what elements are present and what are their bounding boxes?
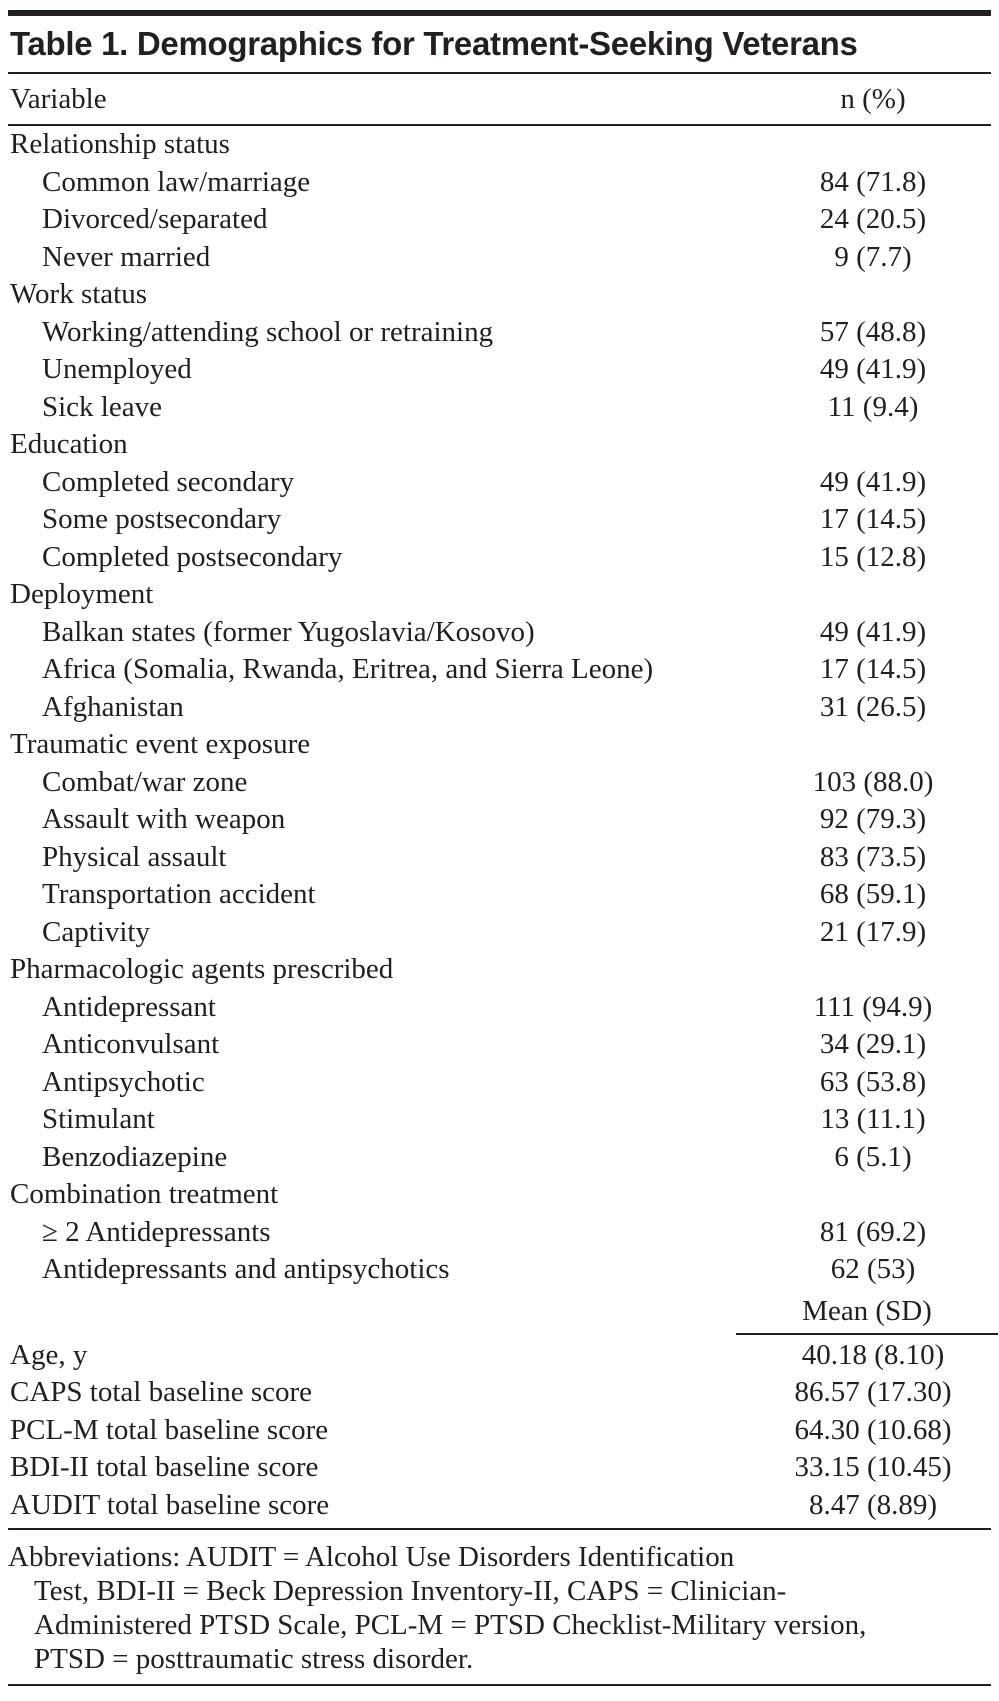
- table-row: [8, 1026, 991, 1064]
- variable-label: Stimulant: [42, 1103, 155, 1135]
- footnote-line: Abbreviations: AUDIT = Alcohol Use Disorders Identification: [8, 1541, 735, 1573]
- variable-label: Afghanistan: [42, 690, 184, 723]
- variable-label: Some postsecondary: [42, 503, 282, 535]
- mean-row: [8, 1374, 991, 1412]
- mean-row: [8, 1487, 991, 1525]
- table-title: Table 1. Demographics for Treatment-Seeking Veterans: [10, 25, 858, 62]
- category-label: Work status: [10, 278, 148, 310]
- column-header-mean-sd: Mean (SD): [736, 1289, 998, 1335]
- table-row: [8, 1101, 991, 1139]
- n-percent-value: 62 (53): [830, 1253, 916, 1285]
- footnote-line: PTSD = posttraumatic stress disorder.: [34, 1643, 474, 1675]
- n-percent-value: 63 (53.8): [819, 1065, 927, 1098]
- category-label: Combination treatment: [10, 1178, 279, 1210]
- category-row: [8, 726, 991, 764]
- variable-label: Unemployed: [42, 353, 192, 385]
- table-row: [8, 689, 991, 727]
- n-percent-value: 21 (17.9): [819, 915, 927, 948]
- variable-label: Combat/war zone: [42, 765, 248, 798]
- table-row: [8, 201, 991, 239]
- mean-sd-value: 33.15 (10.45): [794, 1451, 952, 1483]
- table-row: [8, 314, 991, 352]
- table-row: [8, 351, 991, 389]
- variable-label: Common law/marriage: [42, 165, 311, 198]
- variable-label: Physical assault: [42, 840, 227, 873]
- n-percent-value: 31 (26.5): [819, 690, 927, 723]
- variable-label: Completed secondary: [42, 465, 295, 498]
- table-row: [8, 239, 991, 277]
- category-label: Pharmacologic agents prescribed: [10, 953, 394, 985]
- measure-label: PCL-M total baseline score: [10, 1413, 329, 1446]
- table-row: [8, 876, 991, 914]
- mean-sd-value: 8.47 (8.89): [808, 1488, 938, 1521]
- footnote-line: Test, BDI-II = Beck Depression Inventory-II, CAPS = Clinician-: [34, 1575, 787, 1607]
- measure-label: AUDIT total baseline score: [10, 1488, 330, 1521]
- n-percent-value: 84 (71.8): [819, 165, 927, 198]
- n-percent-value: 49 (41.9): [819, 465, 927, 498]
- category-row: [8, 426, 991, 464]
- table-footnote: [8, 1530, 991, 1684]
- mean-sd-value: 86.57 (17.30): [794, 1376, 952, 1408]
- measure-label: Age, y: [10, 1338, 88, 1371]
- variable-label: Transportation accident: [42, 878, 316, 910]
- variable-label: Africa (Somalia, Rwanda, Eritrea, and Sierra Leone): [42, 653, 654, 685]
- n-percent-value: 11 (9.4): [827, 390, 919, 423]
- table-row: [8, 989, 991, 1027]
- category-row: [8, 126, 991, 164]
- table-row: [8, 164, 991, 202]
- variable-label: Benzodiazepine: [42, 1140, 228, 1173]
- variable-label: Completed postsecondary: [42, 540, 343, 573]
- table-row: [8, 914, 991, 952]
- table-row: [8, 1214, 991, 1252]
- n-percent-value: 68 (59.1): [819, 878, 927, 910]
- table-row: [8, 1251, 991, 1289]
- n-percent-value: 81 (69.2): [819, 1215, 927, 1248]
- variable-label: ≥ 2 Antidepressants: [42, 1215, 271, 1248]
- variable-label: Antidepressant: [42, 990, 216, 1023]
- variable-label: Anticonvulsant: [42, 1028, 220, 1060]
- table-row: [8, 839, 991, 877]
- measure-label: BDI-II total baseline score: [10, 1451, 319, 1483]
- table-row: [8, 1139, 991, 1177]
- variable-label: Assault with weapon: [42, 803, 286, 835]
- n-percent-value: 49 (41.9): [819, 353, 927, 385]
- mean-header-row: [8, 1289, 991, 1337]
- variable-label: Never married: [42, 240, 211, 273]
- n-percent-value: 49 (41.9): [819, 615, 927, 648]
- table-row: [8, 614, 991, 652]
- n-percent-value: 17 (14.5): [819, 653, 927, 685]
- category-label: Traumatic event exposure: [10, 728, 311, 760]
- measure-label: CAPS total baseline score: [10, 1376, 313, 1408]
- table-row: [8, 464, 991, 502]
- n-percent-value: 57 (48.8): [819, 315, 927, 348]
- table-row: [8, 539, 991, 577]
- variable-label: Antidepressants and antipsychotics: [42, 1253, 450, 1285]
- table-row: [8, 501, 991, 539]
- n-percent-value: 103 (88.0): [812, 765, 934, 798]
- table-body: [8, 126, 991, 1289]
- n-percent-value: 83 (73.5): [819, 840, 927, 873]
- table-row: [8, 764, 991, 802]
- n-percent-value: 13 (11.1): [820, 1103, 926, 1135]
- category-label: Relationship status: [10, 128, 230, 160]
- mean-sd-value: 64.30 (10.68): [794, 1413, 952, 1446]
- category-row: [8, 1176, 991, 1214]
- mean-row: [8, 1337, 991, 1375]
- column-header-n-percent: n (%): [840, 83, 906, 115]
- table-figure: [8, 10, 991, 1686]
- variable-label: Divorced/separated: [42, 203, 268, 235]
- n-percent-value: 111 (94.9): [813, 990, 933, 1023]
- column-header-row: [8, 74, 991, 124]
- bottom-rule: [8, 1684, 991, 1686]
- category-label: Education: [10, 428, 128, 460]
- mean-sd-value: 40.18 (8.10): [801, 1338, 945, 1371]
- mean-row: [8, 1449, 991, 1487]
- table-row: [8, 1064, 991, 1102]
- n-percent-value: 6 (5.1): [834, 1140, 912, 1173]
- variable-label: Captivity: [42, 915, 150, 948]
- n-percent-value: 17 (14.5): [819, 503, 927, 535]
- n-percent-value: 92 (79.3): [819, 803, 927, 835]
- category-label: Deployment: [10, 578, 154, 610]
- category-row: [8, 576, 991, 614]
- category-row: [8, 276, 991, 314]
- n-percent-value: 9 (7.7): [834, 240, 912, 273]
- n-percent-value: 34 (29.1): [819, 1028, 927, 1060]
- table-row: [8, 651, 991, 689]
- table-row: [8, 801, 991, 839]
- mean-row: [8, 1412, 991, 1450]
- variable-label: Sick leave: [42, 390, 162, 423]
- table-row: [8, 389, 991, 427]
- variable-label: Antipsychotic: [42, 1065, 205, 1098]
- category-row: [8, 951, 991, 989]
- n-percent-value: 24 (20.5): [819, 203, 927, 235]
- footnote-line: Administered PTSD Scale, PCL-M = PTSD Checklist-Military version,: [34, 1609, 867, 1641]
- n-percent-value: 15 (12.8): [819, 540, 927, 573]
- variable-label: Working/attending school or retraining: [42, 315, 494, 348]
- mean-table-body: [8, 1337, 991, 1525]
- variable-label: Balkan states (former Yugoslavia/Kosovo): [42, 615, 535, 648]
- column-header-variable: Variable: [10, 83, 107, 115]
